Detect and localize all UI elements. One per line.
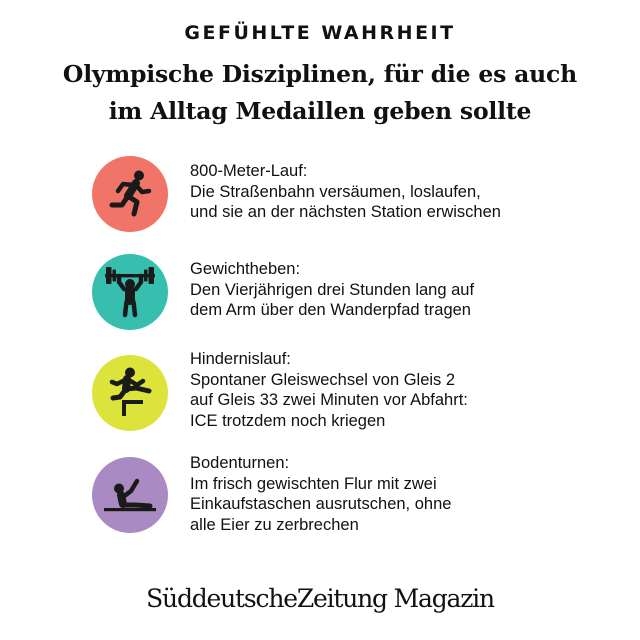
discipline-line: Einkaufstaschen ausrutschen, ohne <box>190 495 452 513</box>
hurdler-icon <box>92 355 168 431</box>
discipline-title: Gewichtheben: <box>190 260 301 278</box>
gymnast-icon <box>92 457 168 533</box>
discipline-title: 800-Meter-Lauf: <box>190 162 308 180</box>
discipline-line: Im frisch gewischten Flur mit zwei <box>190 474 437 493</box>
discipline-title: Bodenturnen: <box>190 454 290 472</box>
discipline-title: Hindernislauf: <box>190 350 291 368</box>
discipline-line: ICE trotzdem noch kriegen <box>190 411 386 430</box>
discipline-item-running <box>92 156 612 236</box>
kicker: GEFÜHLTE WAHRHEIT <box>184 22 456 44</box>
discipline-text <box>190 259 474 321</box>
discipline-item-floor <box>92 454 612 537</box>
discipline-line: und sie an der nächsten Station erwischen <box>190 203 501 221</box>
discipline-line: alle Eier zu zerbrechen <box>190 515 359 534</box>
discipline-line: Die Straßenbahn versäumen, loslaufen, <box>190 182 481 201</box>
discipline-item-weightlifting <box>92 254 612 334</box>
publication-logo: SüddeutscheZeitung Magazin <box>146 584 494 613</box>
discipline-text <box>190 453 451 535</box>
discipline-line: auf Gleis 33 zwei Minuten vor Abfahrt: <box>190 391 468 409</box>
discipline-text <box>190 349 468 431</box>
discipline-line: Spontaner Gleiswechsel von Gleis 2 <box>190 370 456 389</box>
discipline-line: Den Vierjährigen drei Stunden lang auf <box>190 280 475 299</box>
discipline-line: dem Arm über den Wanderpfad tragen <box>190 301 471 319</box>
discipline-item-hurdles <box>92 350 612 435</box>
sprinter-icon <box>92 156 168 232</box>
weightlifter-icon <box>92 254 168 330</box>
headline <box>0 56 640 130</box>
headline-line-2: im Alltag Medaillen geben sollte <box>108 97 532 125</box>
headline-line-1: Olympische Disziplinen, für die es auch <box>62 60 578 88</box>
discipline-text <box>190 161 501 223</box>
